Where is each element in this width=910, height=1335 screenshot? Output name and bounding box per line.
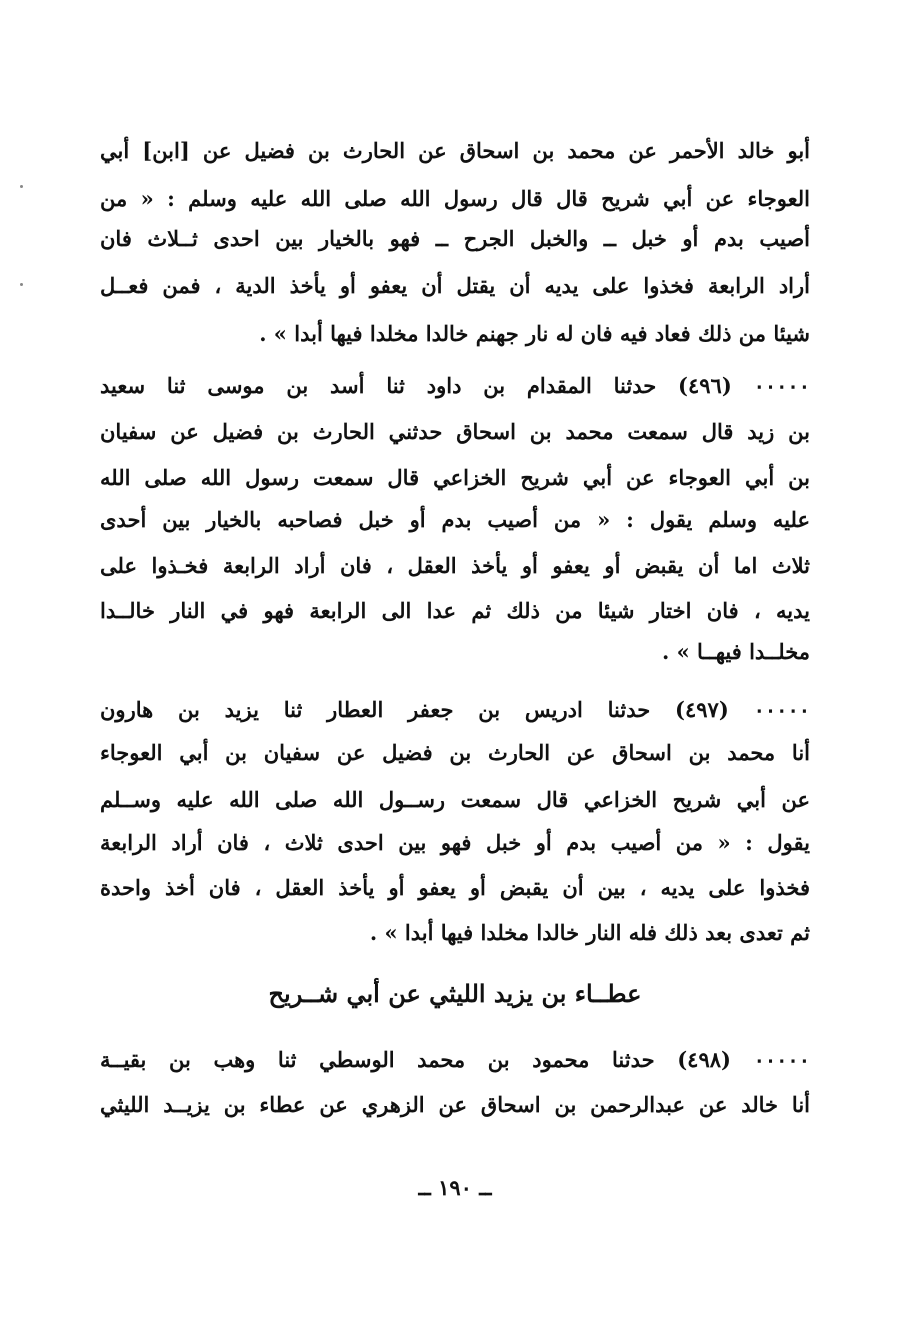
text-line: عليه وسلم يقول : « من أصيب بدم أو خبل فصاحبه بالخيار بين أحدى <box>100 507 810 532</box>
text-line: أنا محمد بن اسحاق عن الحارث بن فضيل عن سفيان بن أبي العوجاء <box>100 740 810 765</box>
text-line: العوجاء عن أبي شريح قال قال رسول الله صلى الله عليه وسلم : « من <box>100 186 810 211</box>
section-heading: عطــاء بن يزيد الليثي عن أبي شــريح <box>268 979 642 1008</box>
text-line: ثلاث اما أن يقبض أو يعفو أو يأخذ العقل ، فان أراد الرابعة فخـذوا على <box>100 553 810 578</box>
scan-speck <box>20 185 23 188</box>
text-line: أنا خالد عن عبدالرحمن بن اسحاق عن الزهري عن عطاء بن يزيــد الليثي <box>100 1092 810 1117</box>
text-line: أبو خالد الأحمر عن محمد بن اسحاق عن الحارث بن فضيل عن [ابن] أبي <box>100 138 810 163</box>
text-line: بن أبي العوجاء عن أبي شريح الخزاعي قال سمعت رسول الله صلى الله <box>100 465 810 490</box>
text-line: بن زيد قال سمعت محمد بن اسحاق حدثني الحارث بن فضيل عن سفيان <box>100 419 810 444</box>
scan-speck <box>20 283 23 286</box>
text-line: عن أبي شريح الخزاعي قال سمعت رســول الله صلى الله عليه وســلم <box>100 787 811 812</box>
text-line: فخذوا على يديه ، بين أن يقبض أو يعفو أو يأخذ العقل ، فان أخذ واحدة <box>100 875 810 900</box>
text-line: ٠٠٠٠٠ (٤٩٦) حدثنا المقدام بن داود ثنا أسد بن موسى ثنا سعيد <box>100 373 810 398</box>
text-line: شيئا من ذلك فعاد فيه فان له نار جهنم خالدا مخلدا فيها أبدا » . <box>259 321 810 346</box>
text-line: مخلــدا فيهــا » . <box>661 639 810 664</box>
text-line: ثم تعدى بعد ذلك فله النار خالدا مخلدا فيها أبدا » . <box>369 920 810 945</box>
text-line: ٠٠٠٠٠ (٤٩٧) حدثنا ادريس بن جعفر العطار ثنا يزيد بن هارون <box>100 697 811 722</box>
text-line: يقول : « من أصيب بدم أو خبل فهو بين احدى ثلاث ، فان أراد الرابعة <box>100 830 810 855</box>
page-number: ــ ١٩٠ ــ <box>418 1175 492 1200</box>
text-line: ٠٠٠٠٠ (٤٩٨) حدثنا محمود بن محمد الوسطي ثنا وهب بن بقيــة <box>100 1047 810 1072</box>
text-line: يديه ، فان اختار شيئا من ذلك ثم عدا الى الرابعة فهو في النار خالــدا <box>100 598 810 623</box>
text-line: أصيب بدم أو خبل ــ والخبل الجرح ــ فهو بالخيار بين احدى ثــلاث فان <box>100 226 810 251</box>
text-line: أراد الرابعة فخذوا على يديه أن يقتل أن يعفو أو يأخذ الدية ، فمن فعــل <box>100 273 810 298</box>
